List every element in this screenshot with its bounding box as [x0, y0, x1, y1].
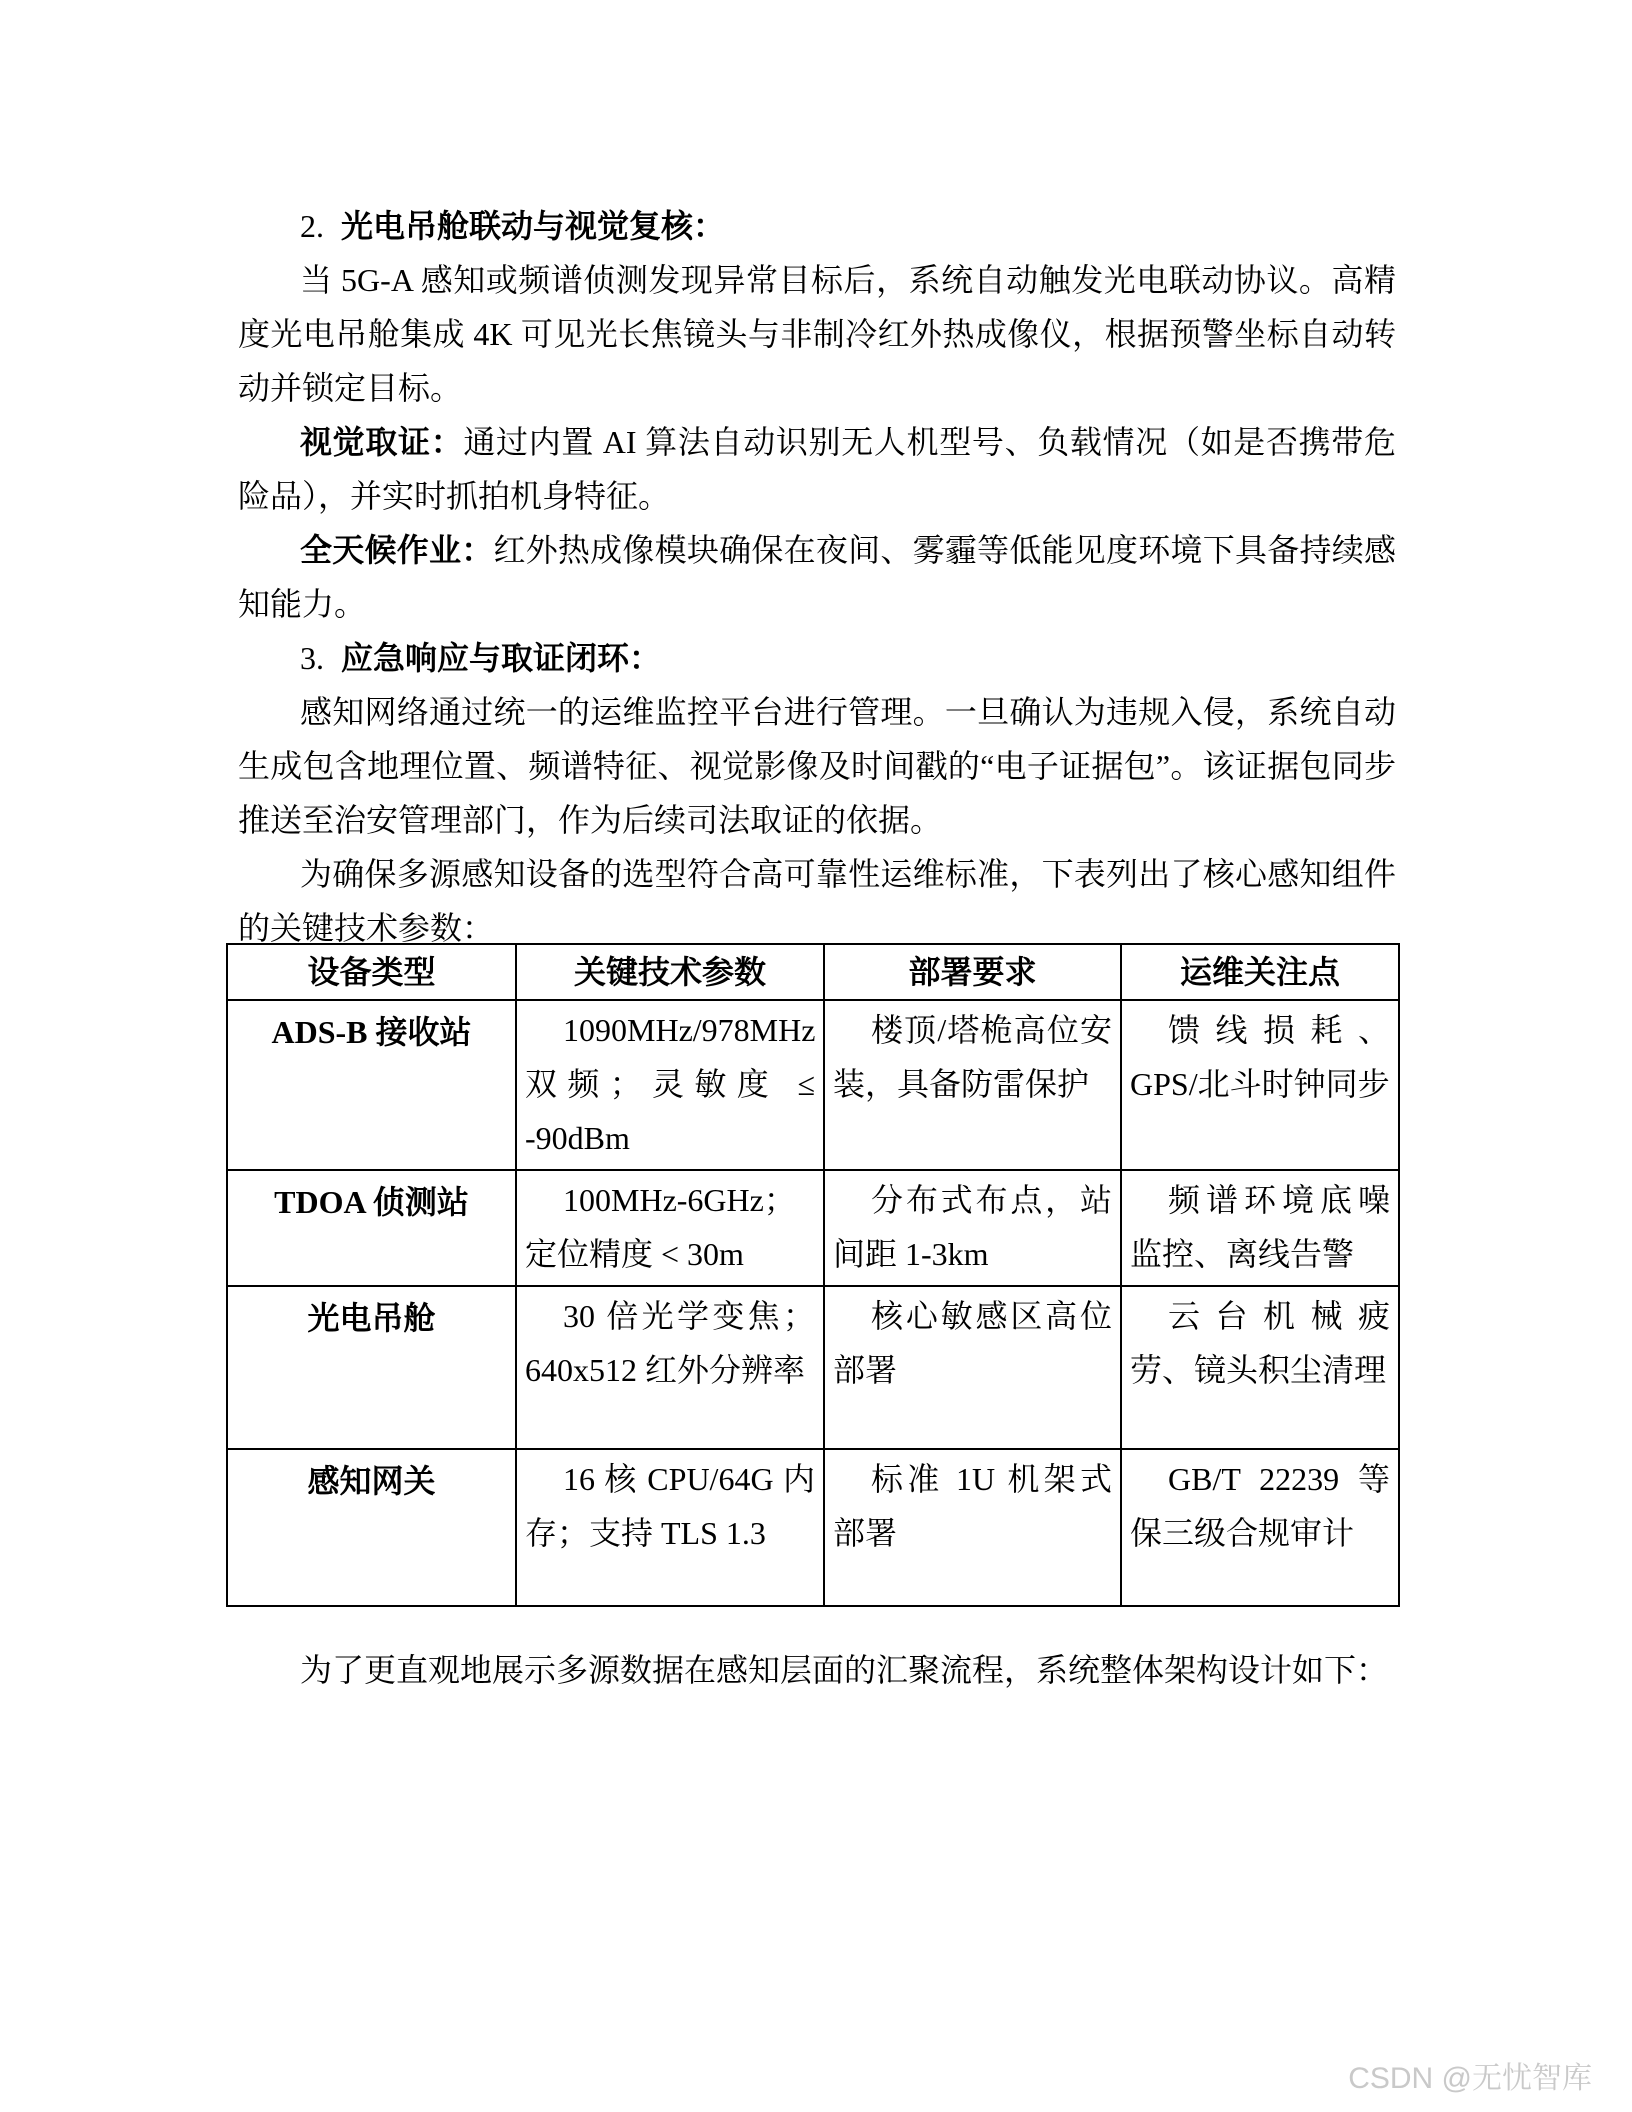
- sensor-spec-table: [226, 943, 1400, 1607]
- paragraph-optoelectronic: [238, 253, 1396, 415]
- paragraph-lead: 全天候作业：: [300, 532, 494, 568]
- paragraph-emergency-response: [238, 685, 1396, 847]
- section-title: 应急响应与取证闭环：: [341, 640, 662, 676]
- paragraph-text: 感知网络通过统一的运维监控平台进行管理。一旦确认为违规入侵，系统自动生成包含地理位置、频谱特征、视觉影像及时间戳的“电子证据包”。该证据包同步推送至治安管理部门，作为后续司法取证的依据。: [238, 694, 1396, 838]
- paragraph-visual-evidence: [238, 415, 1396, 523]
- section-number: 2.: [300, 208, 324, 244]
- cell-parameters: 30 倍光学变焦；640x512 红外分辨率: [516, 1286, 824, 1449]
- paragraph-text: 当 5G-A 感知或频谱侦测发现异常目标后，系统自动触发光电联动协议。高精度光电吊舱集成 4K 可见光长焦镜头与非制冷红外热成像仪，根据预警坐标自动转动并锁定目标。: [238, 262, 1396, 406]
- header-ops-focus: 运维关注点: [1121, 944, 1399, 1000]
- csdn-watermark: CSDN @无忧智库: [1348, 2062, 1592, 2095]
- table-header-row: [227, 944, 1399, 1000]
- table-row-adsb: [227, 1000, 1399, 1170]
- section-title: 光电吊舱联动与视觉复核：: [341, 208, 726, 244]
- cell-device: ADS-B 接收站: [227, 1000, 516, 1170]
- paragraph-text: 通过内置 AI 算法自动识别无人机型号、负载情况（如是否携带危险品），并实时抓拍机身特征。: [238, 424, 1396, 514]
- cell-parameters: 1090MHz/978MHz 双频；灵敏度 ≤ -90dBm: [516, 1000, 824, 1170]
- header-device-type: 设备类型: [227, 944, 516, 1000]
- section-heading-2: [238, 199, 1396, 253]
- cell-deployment: 分布式布点，站间距 1-3km: [824, 1170, 1121, 1286]
- cell-deployment: 楼顶/塔桅高位安装，具备防雷保护: [824, 1000, 1121, 1170]
- cell-parameters: 16 核 CPU/64G 内存；支持 TLS 1.3: [516, 1449, 824, 1606]
- cell-device: 感知网关: [227, 1449, 516, 1606]
- table-row-eo-pod: [227, 1286, 1399, 1449]
- cell-ops: GB/T 22239 等保三级合规审计: [1121, 1449, 1399, 1606]
- cell-device: TDOA 侦测站: [227, 1170, 516, 1286]
- header-key-parameters: 关键技术参数: [516, 944, 824, 1000]
- paragraph-text: 为确保多源感知设备的选型符合高可靠性运维标准，下表列出了核心感知组件的关键技术参数：: [238, 856, 1396, 946]
- cell-ops: 云台机械疲劳、镜头积尘清理: [1121, 1286, 1399, 1449]
- header-deployment: 部署要求: [824, 944, 1121, 1000]
- cell-deployment: 标准 1U 机架式部署: [824, 1449, 1121, 1606]
- paragraph-table-intro: [238, 847, 1396, 955]
- body-text-block: [238, 199, 1396, 955]
- cell-ops: 馈线损耗、GPS/北斗时钟同步: [1121, 1000, 1399, 1170]
- paragraph-all-weather: [238, 523, 1396, 631]
- cell-ops: 频谱环境底噪监控、离线告警: [1121, 1170, 1399, 1286]
- cell-deployment: 核心敏感区高位部署: [824, 1286, 1121, 1449]
- paragraph-text: 红外热成像模块确保在夜间、雾霾等低能见度环境下具备持续感知能力。: [238, 532, 1396, 622]
- section-number: 3.: [300, 640, 324, 676]
- section-heading-3: [238, 631, 1396, 685]
- table-row-tdoa: [227, 1170, 1399, 1286]
- table-row-gateway: [227, 1449, 1399, 1606]
- paragraph-architecture-intro: 为了更直观地展示多源数据在感知层面的汇聚流程，系统整体架构设计如下：: [300, 1652, 1389, 1688]
- cell-device: 光电吊舱: [227, 1286, 516, 1449]
- paragraph-lead: 视觉取证：: [300, 424, 464, 460]
- cell-parameters: 100MHz-6GHz；定位精度 < 30m: [516, 1170, 824, 1286]
